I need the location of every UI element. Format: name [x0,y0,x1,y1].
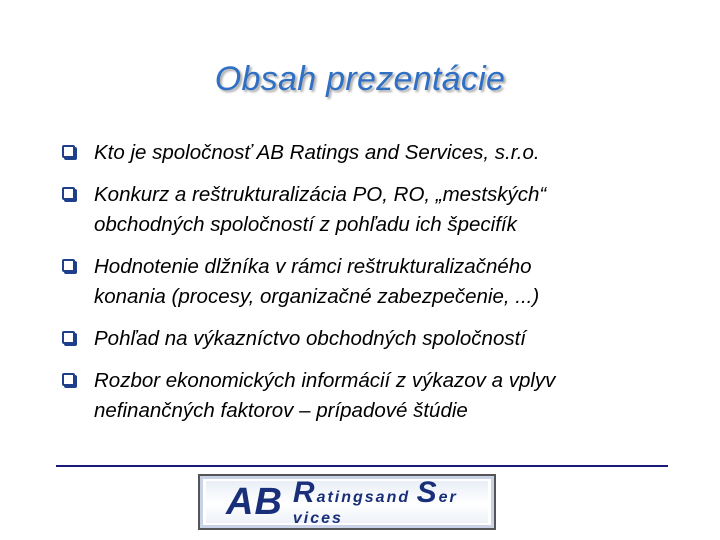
logo-r-rest: atingsand [316,489,411,506]
bullet-text-line: Kto je spoločnosť AB Ratings and Services, s.r.o. [94,141,540,164]
bullet-list [62,138,662,438]
bullet-item [62,366,662,426]
company-logo [198,474,496,530]
bullet-text-line: Pohľad na výkazníctvo obchodných spoločností [94,327,526,350]
bullet-text-line: Konkurz a reštrukturalizácia PO, RO, „mestských“ [94,183,547,206]
bullet-item [62,138,662,168]
logo-panel [206,476,488,527]
logo-r-cap: R [292,476,317,509]
checkbox-bullet-icon [62,331,75,344]
bullet-text-line: obchodných spoločností z pohľadu ich špecifík [94,213,517,236]
logo-s-cap: S [416,476,439,509]
bullet-text-line: Hodnotenie dlžníka v rámci reštrukturalizačného [94,255,532,278]
checkbox-bullet-icon [62,259,75,272]
bullet-item [62,180,662,240]
bullet-item [62,324,662,354]
logo-name [293,476,488,528]
checkbox-bullet-icon [62,145,75,158]
logo-s-rest: er vices [292,489,458,527]
bullet-item [62,252,662,312]
checkbox-bullet-icon [62,187,75,200]
logo-ab-text: AB [226,480,283,523]
bullet-text-line: nefinančných faktorov – prípadové štúdie [94,399,468,422]
divider-line [56,465,668,467]
slide-title: Obsah prezentácie [214,60,506,98]
checkbox-bullet-icon [62,373,75,386]
bullet-text-line: Rozbor ekonomických informácií z výkazov a vplyv [94,369,556,392]
bullet-text-line: konania (procesy, organizačné zabezpečenie, ...) [94,285,540,308]
